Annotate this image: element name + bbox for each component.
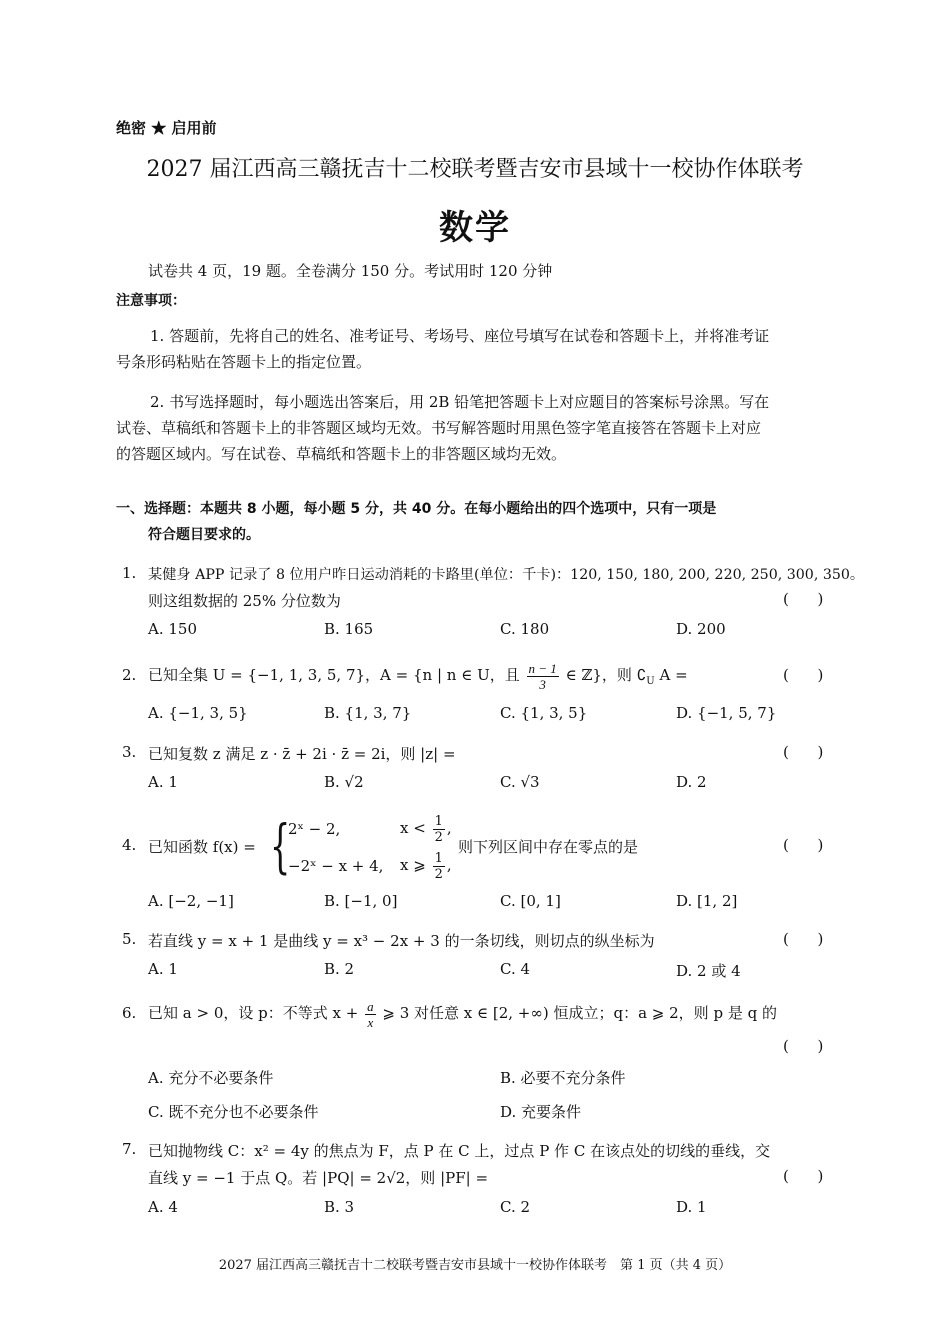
option-b: B. [−1, 0] (324, 892, 398, 910)
fraction-denominator: x (367, 1014, 374, 1030)
question-6-fraction (365, 999, 376, 1030)
piece-2-half (433, 851, 445, 882)
question-3-text: 已知复数 z 满足 z · z̄ + 2i · z̄ = 2i，则 |z| = (148, 745, 456, 763)
question-2-post: ∈ ℤ}，则 ∁ (565, 666, 647, 684)
notice-item-1 (116, 323, 836, 375)
question-5-number: 5. (122, 930, 137, 948)
confidential-label: 绝密 ★ 启用前 (116, 119, 217, 137)
option-a: A. 4 (148, 1198, 178, 1216)
notice-heading: 注意事项： (116, 293, 186, 309)
option-b: B. 165 (324, 620, 374, 638)
section-heading: 一、选择题：本题共 8 小题，每小题 5 分，共 40 分。在每小题给出的四个选项中，只有一项是 (116, 501, 717, 517)
piece-1-half (433, 814, 445, 845)
option-d: D. 1 (676, 1198, 707, 1216)
question-6-post: ⩾ 3 对任意 x ∈ [2, +∞) 恒成立；q：a ⩾ 2，则 p 是 q 的 (382, 1004, 777, 1022)
option-c: C. √3 (500, 773, 540, 791)
option-c: C. 既不充分也不必要条件 (148, 1103, 319, 1121)
option-a: A. 1 (148, 960, 178, 978)
option-b: B. {1, 3, 7} (324, 704, 412, 722)
fraction-numerator: n − 1 (528, 660, 557, 676)
piece-2-cond-text: x ⩾ (400, 856, 426, 874)
page-footer: 2027 届江西高三赣抚吉十二校联考暨吉安市县域十一校协作体联考 第 1 页（共 4 页） (218, 1258, 732, 1273)
option-a: A. 1 (148, 773, 178, 791)
option-b: B. 必要不充分条件 (500, 1069, 626, 1087)
question-4-number: 4. (122, 836, 137, 854)
answer-paren: ( ) (783, 836, 824, 854)
notice-item-2-line-1: 2. 书写选择题时，每小题选出答案后，用 2B 铅笔把答题卡上对应题目的答案标号涂黑。写在 (150, 393, 770, 411)
notice-item-2-line-2: 试卷、草稿纸和答题卡上的非答题区域均无效。书写解答题时用黑色签字笔直接答在答题卡上对应 (116, 419, 762, 437)
answer-paren: ( ) (783, 1037, 824, 1055)
option-a: A. [−2, −1] (148, 892, 234, 910)
half-denominator: 2 (434, 866, 443, 882)
option-d: D. {−1, 5, 7} (676, 704, 777, 722)
piecewise-brace: { (270, 812, 291, 880)
piece-1-cond-text: x < (400, 819, 426, 837)
option-d: D. [1, 2] (676, 892, 738, 910)
question-2-tail: A = (659, 666, 688, 684)
notice-item-1-line-2: 号条形码粘贴在答题卡上的指定位置。 (116, 353, 372, 371)
option-d: D. 2 (676, 773, 707, 791)
question-6-number: 6. (122, 1004, 137, 1022)
answer-paren: ( ) (783, 930, 824, 948)
option-c: C. {1, 3, 5} (500, 704, 588, 722)
piece-1-comma: , (446, 819, 452, 837)
option-d: D. 2 或 4 (676, 962, 741, 980)
option-d: D. 200 (676, 620, 726, 638)
question-7-text-line-1: 已知抛物线 C：x² = 4y 的焦点为 F，点 P 在 C 上，过点 P 作 C 在该点处的切线的垂线，交 (148, 1142, 771, 1160)
exam-info: 试卷共 4 页，19 题。全卷满分 150 分。考试用时 120 分钟 (148, 262, 553, 280)
piece-2-condition (400, 849, 452, 882)
question-2-text (148, 655, 688, 702)
piece-1-condition (400, 812, 452, 845)
option-d: D. 充要条件 (500, 1103, 582, 1121)
option-b: B. 2 (324, 960, 355, 978)
option-c: C. 2 (500, 1198, 531, 1216)
answer-paren: ( ) (783, 1167, 824, 1185)
notice-item-2-line-3: 的答题区域内。写在试卷、草稿纸和答题卡上的非答题区域均无效。 (116, 445, 567, 463)
question-5-text: 若直线 y = x + 1 是曲线 y = x³ − 2x + 3 的一条切线，则切点的纵坐标为 (148, 932, 655, 950)
option-a: A. 充分不必要条件 (148, 1069, 274, 1087)
half-denominator: 2 (434, 829, 443, 845)
question-6-text (148, 993, 777, 1033)
fraction-denominator: 3 (539, 676, 546, 692)
question-6-pre: 已知 a > 0，设 p：不等式 x + (148, 1004, 359, 1022)
option-c: C. 180 (500, 620, 550, 638)
option-a: A. {−1, 3, 5} (148, 704, 248, 722)
notice-item-2 (116, 389, 836, 467)
piece-2-comma: , (446, 856, 452, 874)
question-4-post: 则下列区间中存在零点的是 (458, 838, 639, 856)
option-b: B. 3 (324, 1198, 355, 1216)
option-c: C. [0, 1] (500, 892, 561, 910)
answer-paren: ( ) (783, 666, 824, 684)
question-7-number: 7. (122, 1140, 137, 1158)
question-2-pre: 已知全集 U = {−1, 1, 3, 5, 7}，A = {n | n ∈ U，且 (148, 666, 520, 684)
piece-2-expr: −2ˣ − x + 4, (288, 857, 384, 875)
question-2-fraction (527, 661, 559, 692)
option-b: B. √2 (324, 773, 364, 791)
answer-paren: ( ) (783, 590, 824, 608)
exam-title: 2027 届江西高三赣抚吉十二校联考暨吉安市县域十一校协作体联考 (146, 157, 804, 182)
notice-item-1-line-1: 1. 答题前，先将自己的姓名、准考证号、考场号、座位号填写在试卷和答题卡上，并将准考证 (150, 327, 770, 345)
question-1-text-line-2: 则这组数据的 25% 分位数为 (148, 592, 341, 610)
half-numerator: 1 (434, 850, 443, 866)
piece-1-expr: 2ˣ − 2, (288, 820, 341, 838)
question-1-text-line-1: 某健身 APP 记录了 8 位用户昨日运动消耗的卡路里(单位：千卡)：120, 150, 180, 200, 220, 250, 300, 350。 (148, 567, 865, 583)
subject-title: 数学 (439, 208, 511, 248)
option-c: C. 4 (500, 960, 531, 978)
half-numerator: 1 (434, 813, 443, 829)
answer-paren: ( ) (783, 743, 824, 761)
question-7-text-line-2: 直线 y = −1 于点 Q。若 |PQ| = 2√2，则 |PF| = (148, 1169, 489, 1187)
question-3-number: 3. (122, 743, 137, 761)
question-2-number: 2. (122, 666, 137, 684)
question-1-number: 1. (122, 564, 137, 582)
fraction-numerator: a (367, 998, 374, 1014)
complement-subscript: U (646, 676, 655, 687)
section-heading-cont: 符合题目要求的。 (148, 527, 260, 543)
option-a: A. 150 (148, 620, 197, 638)
question-4-pre: 已知函数 f(x) = (148, 838, 256, 856)
